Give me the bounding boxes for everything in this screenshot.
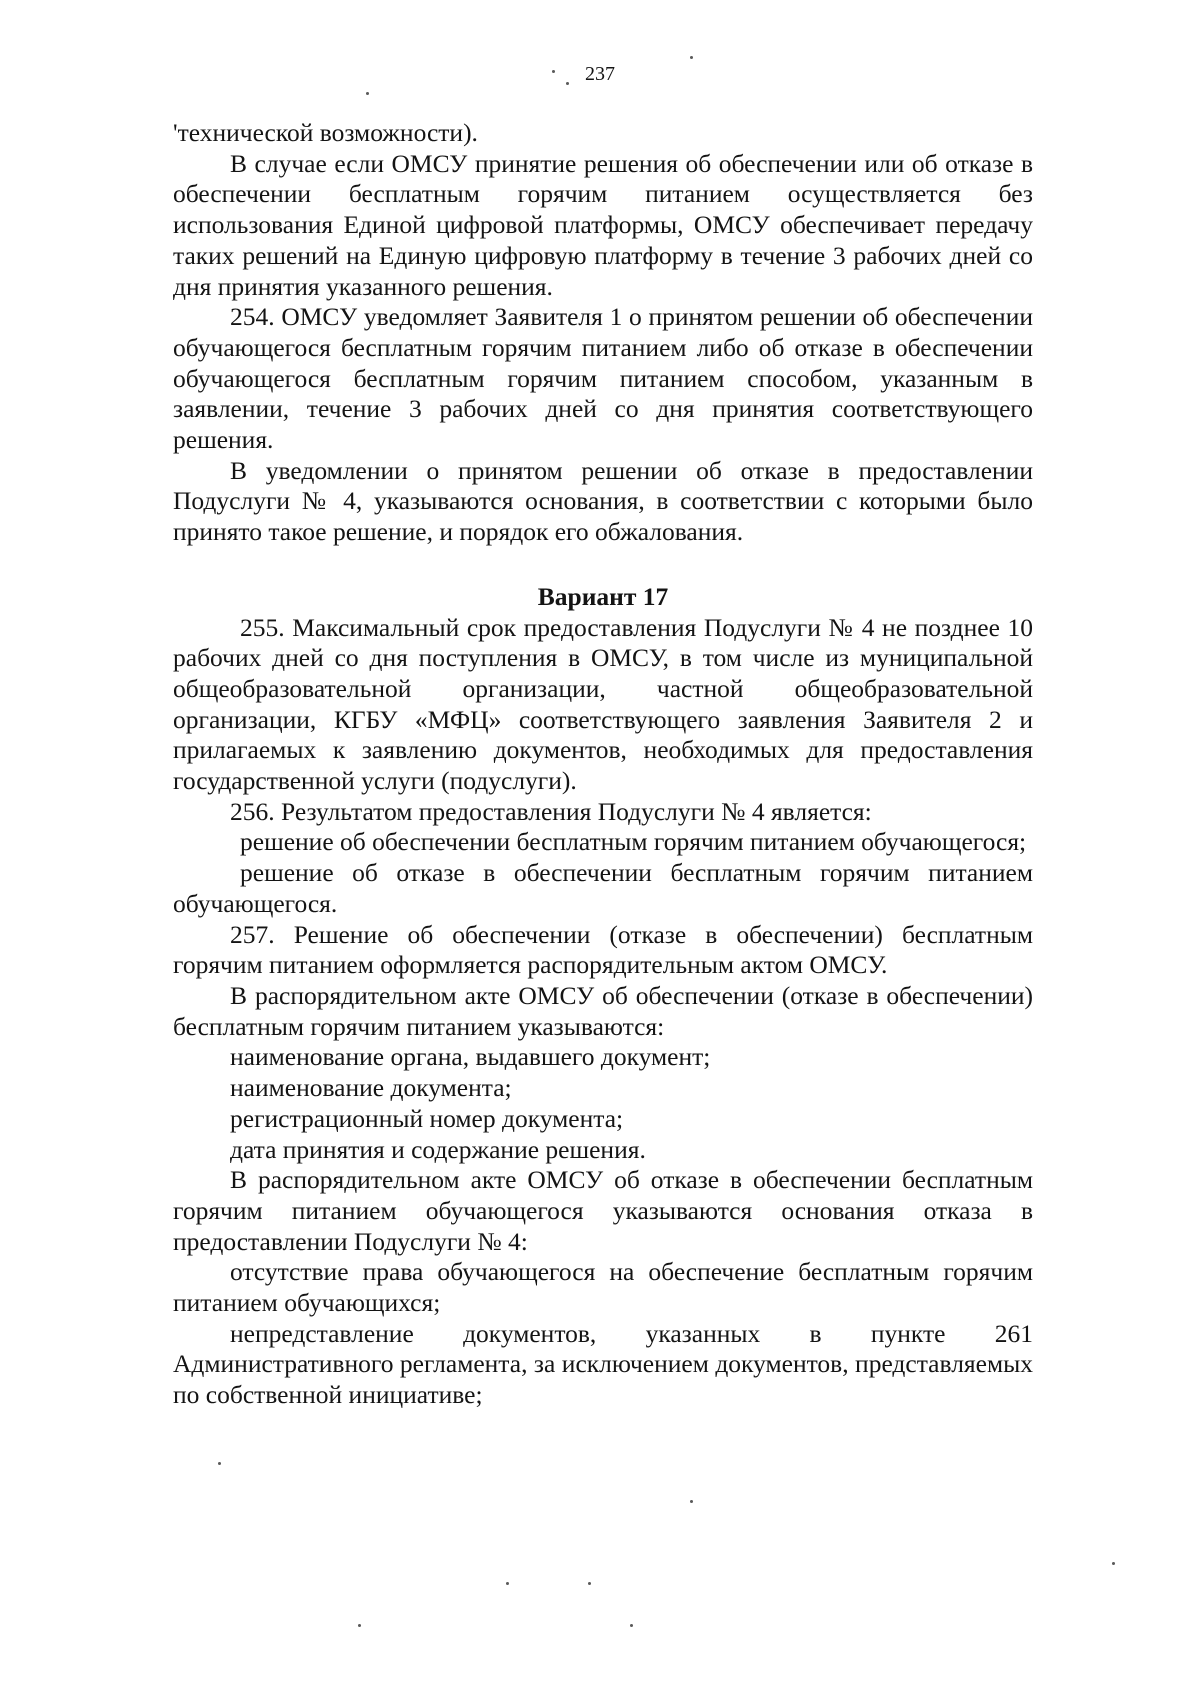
scan-speck — [366, 92, 369, 95]
scan-speck — [1112, 1562, 1115, 1565]
scan-speck — [630, 1624, 633, 1627]
document-body — [173, 118, 1033, 1411]
scan-speck — [690, 1500, 693, 1503]
paragraph-item-256: 256. Результатом предоставления Подуслуги № 4 является: — [230, 796, 872, 826]
scan-speck — [566, 82, 569, 85]
scan-speck — [588, 1582, 591, 1585]
section-spacer — [173, 548, 1033, 582]
page-number: 237 — [585, 63, 615, 85]
list-item: дата принятия и содержание решения. — [230, 1134, 646, 1164]
paragraph: В распорядительном акте ОМСУ об обеспечении (отказе в обеспечении) бесплатным горячим питанием указываются: — [173, 980, 1033, 1041]
scan-speck — [218, 1462, 221, 1465]
paragraph-item-257: 257. Решение об обеспечении (отказе в обеспечении) бесплатным горячим питанием оформляется распорядительным актом ОМСУ. — [173, 919, 1033, 980]
list-item: решение об обеспечении бесплатным горячим питанием обучающегося; — [240, 827, 1027, 857]
paragraph-item-255: 255. Максимальный срок предоставления Подуслуги № 4 не позднее 10 рабочих дней со дня поступления в ОМСУ, в том числе из муниципальной общеобразовательной организации, частной общеобразовательной организации, КГБУ «МФЦ» соответствующего заявления Заявителя 2 и прилагаемых к заявлению документов, необходимых для предоставления государственной услуги (подуслуги). — [173, 612, 1033, 796]
list-item: наименование органа, выдавшего документ; — [230, 1042, 711, 1072]
paragraph-item-254: 254. ОМСУ уведомляет Заявителя 1 о принятом решении об обеспечении обучающегося бесплатным горячим питанием либо об отказе в обеспечении обучающегося бесплатным горячим питанием способом, указанным в заявлении, течение 3 рабочих дней со дня принятия соответствующего решения. — [173, 302, 1033, 455]
list-item: отсутствие права обучающегося на обеспечение бесплатным горячим питанием обучающихся; — [173, 1257, 1033, 1318]
scan-speck — [506, 1582, 509, 1585]
list-item: регистрационный номер документа; — [230, 1103, 624, 1133]
section-heading: Вариант 17 — [537, 581, 669, 611]
paragraph: В уведомлении о принятом решении об отказе в предоставлении Подуслуги № 4, указываются основания, в соответствии с которыми было принято такое решение, и порядок его обжалования. — [173, 455, 1033, 547]
scan-speck — [358, 1624, 361, 1627]
list-item: наименование документа; — [230, 1073, 512, 1103]
list-item: непредставление документов, указанных в пункте 261 Административного регламента, за исключением документов, представляемых по собственной инициативе; — [173, 1318, 1033, 1410]
paragraph-continuation: 'технической возможности). — [173, 118, 478, 147]
scan-speck — [552, 70, 555, 73]
paragraph: В распорядительном акте ОМСУ об отказе в обеспечении бесплатным горячим питанием обучающегося указываются основания отказа в предоставлении Подуслуги № 4: — [173, 1165, 1033, 1256]
paragraph: В случае если ОМСУ принятие решения об обеспечении или об отказе в обеспечении бесплатным горячим питанием осуществляется без использования Единой цифровой платформы, ОМСУ обеспечивает передачу таких решений на Единую цифровую платформу в течение 3 рабочих дней со дня принятия указанного решения. — [173, 148, 1033, 301]
scan-speck — [690, 56, 693, 59]
list-item: решение об отказе в обеспечении бесплатным горячим питанием обучающегося. — [173, 858, 1033, 918]
